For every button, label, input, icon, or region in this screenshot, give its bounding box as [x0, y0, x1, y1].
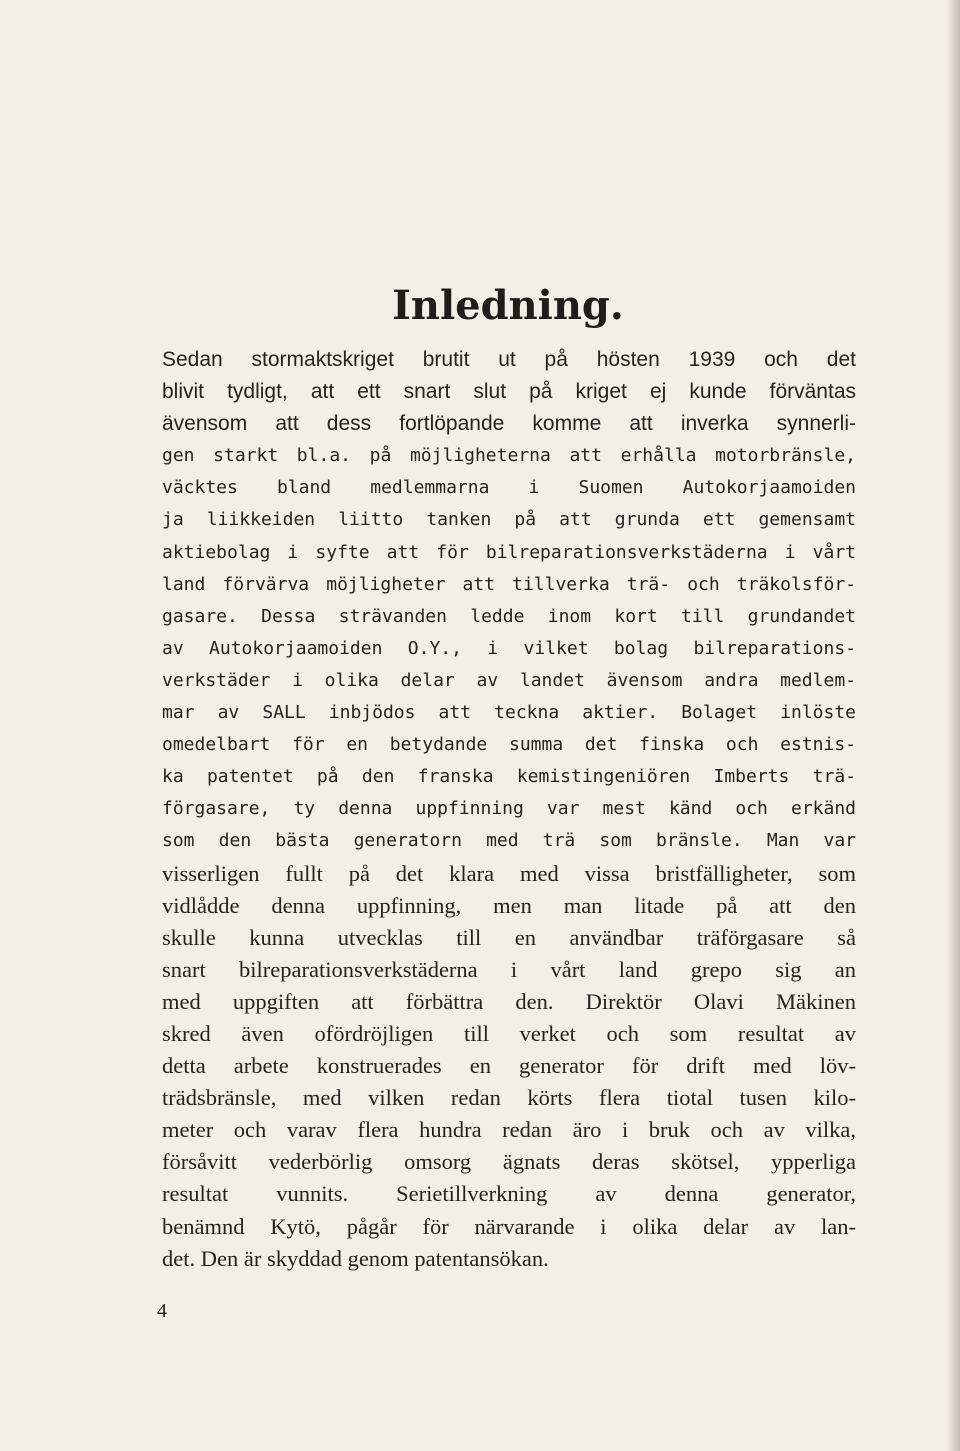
text-line: trädsbränsle, med vilken redan körts flera tiotal tusen kilo-: [162, 1085, 856, 1111]
text-line: verkstäder i olika delar av landet ävensom andra medlem-: [162, 669, 856, 691]
text-line: som den bästa generatorn med trä som bränsle. Man var: [162, 830, 856, 852]
text-line: gasare. Dessa strävanden ledde inom kort till grundandet: [162, 605, 856, 627]
text-line: blivit tydligt, att ett snart slut på kriget ej kunde förväntas: [162, 380, 856, 404]
text-line: med uppgiften att förbättra den. Direktör Olavi Mäkinen: [162, 988, 856, 1014]
text-line: förgasare, ty denna uppfinning var mest känd och erkänd: [162, 798, 856, 820]
text-line: visserligen fullt på det klara med vissa bristfälligheter, som: [162, 860, 856, 886]
text-line: land förvärva möjligheter att tillverka trä- och träkolsför-: [162, 573, 856, 595]
text-line: detta arbete konstruerades en generator för drift med löv-: [162, 1053, 856, 1079]
text-line: försåvitt vederbörlig omsorg ägnats deras skötsel, ypperliga: [162, 1149, 856, 1175]
text-line: mar av SALL inbjödos att teckna aktier. Bolaget inlöste: [162, 702, 856, 724]
text-line: meter och varav flera hundra redan äro i bruk och av vilka,: [162, 1117, 856, 1143]
text-line: gen starkt bl.a. på möjligheterna att erhålla motorbränsle,: [162, 445, 856, 467]
text-line: benämnd Kytö, pågår för närvarande i olika delar av lan-: [162, 1213, 856, 1239]
text-line: av Autokorjaamoiden O.Y., i vilket bolag bilreparations-: [162, 637, 856, 659]
text-line: skred även ofördröjligen till verket och som resultat av: [162, 1020, 856, 1046]
text-line: skulle kunna utvecklas till en användbar träförgasare så: [162, 924, 856, 950]
text-line: Sedan stormaktskriget brutit ut på hösten 1939 och det: [162, 348, 856, 371]
text-line: väcktes bland medlemmarna i Suomen Autokorjaamoiden: [162, 477, 856, 499]
text-line: omedelbart för en betydande summa det finska och estnis-: [162, 734, 856, 756]
text-line: snart bilreparationsverkstäderna i vårt land grepo sig an: [162, 956, 856, 982]
text-line: det. Den är skyddad genom patentansökan.: [162, 1245, 549, 1271]
page-number: 4: [157, 1300, 167, 1322]
text-line: vidlådde denna uppfinning, men man litade på att den: [162, 892, 856, 918]
text-line: ja liikkeiden liitto tanken på att grunda ett gemensamt: [162, 509, 856, 531]
text-line: aktiebolag i syfte att för bilreparationsverkstäderna i vårt: [162, 541, 856, 563]
text-line: ävensom att dess fortlöpande komme att inverka synnerli-: [162, 412, 856, 436]
text-line: resultat vunnits. Serietillverkning av denna generator,: [162, 1181, 856, 1207]
page-edge-shadow: [946, 0, 960, 1451]
page-heading: Inledning.: [392, 282, 624, 329]
text-line: ka patentet på den franska kemistingeniören Imberts trä-: [162, 766, 856, 788]
body-text: [162, 344, 856, 1275]
